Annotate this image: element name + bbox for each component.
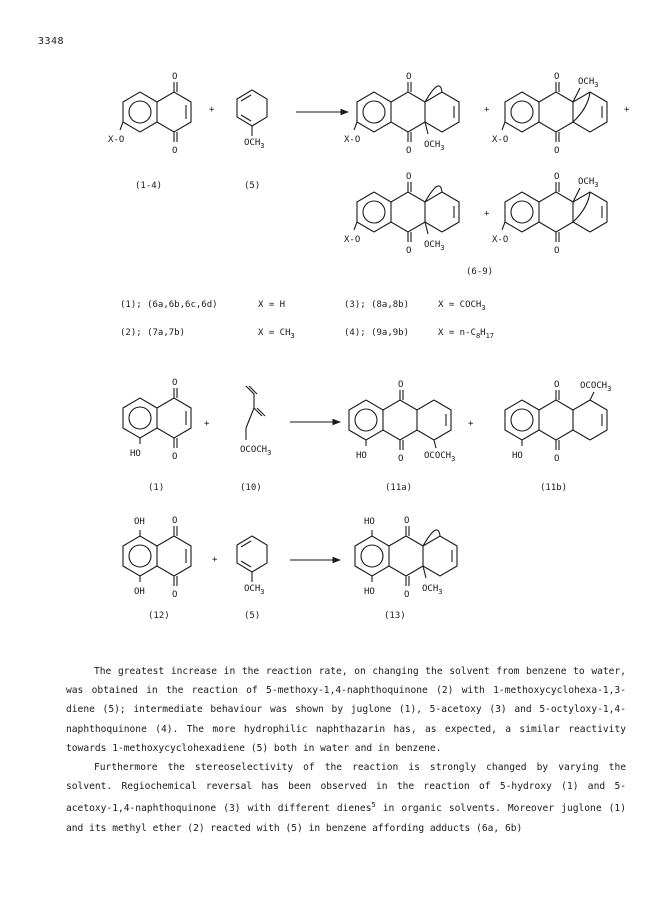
compound-number-1-4: (1-4) bbox=[135, 181, 163, 191]
svg-text:OCOCH3: $OCOCH_3$ bbox=[580, 381, 612, 393]
svg-text:O: O bbox=[554, 146, 560, 156]
compound-number-12: (12) bbox=[148, 611, 170, 621]
plus-sign-5: + bbox=[204, 419, 210, 429]
structure-adduct-11a bbox=[349, 380, 455, 464]
legend-row-2-right: (4); (9a,9b) bbox=[344, 328, 410, 338]
svg-text:OH: OH bbox=[134, 587, 145, 597]
structure-diene-5-bottom bbox=[237, 536, 267, 596]
carbonyl-o-top: O bbox=[172, 72, 178, 82]
svg-text:OCOCH3: $OCOCH_3$ bbox=[424, 451, 456, 463]
svg-text:O: O bbox=[554, 380, 560, 390]
compound-number-5-top: (5) bbox=[244, 181, 261, 191]
svg-text:O: O bbox=[398, 380, 404, 390]
legend-row-2-x-left: $X = CH_3$ bbox=[258, 328, 295, 340]
svg-text:OCH3: $OCH_3$ bbox=[578, 77, 599, 89]
compound-number-5-bottom: (5) bbox=[244, 611, 261, 621]
structure-adduct-c bbox=[344, 172, 459, 256]
compound-number-1: (1) bbox=[148, 483, 165, 493]
svg-text:X-O: X-O bbox=[344, 235, 361, 245]
svg-text:O: O bbox=[172, 590, 178, 600]
legend-row-1-left: (1); (6a,6b,6c,6d) bbox=[120, 300, 218, 310]
plus-sign-6: + bbox=[468, 419, 474, 429]
svg-text:OCH3: $OCH_3$ bbox=[424, 140, 445, 152]
xo-substituent: X-O bbox=[108, 135, 125, 145]
svg-text:X-O: X-O bbox=[492, 235, 509, 245]
svg-text:O: O bbox=[404, 516, 410, 526]
svg-text:X-O: X-O bbox=[344, 135, 361, 145]
svg-text:O: O bbox=[554, 246, 560, 256]
plus-sign-2: + bbox=[484, 105, 490, 115]
carbonyl-o-bottom: O bbox=[172, 146, 178, 156]
compound-number-6-9: (6-9) bbox=[466, 267, 494, 277]
structure-naphthoquinone-1-4 bbox=[108, 72, 191, 156]
svg-text:HO: HO bbox=[512, 451, 523, 461]
plus-sign-4: + bbox=[484, 209, 490, 219]
page-number: 3348 bbox=[38, 36, 65, 47]
svg-text:O: O bbox=[554, 72, 560, 82]
paragraph-2: Furthermore the stereoselectivity of the reaction is strongly changed by varying the solvent. Regiochemical reversal has been observed in the reaction of 5-hydroxy (1) and 5-acetoxy-1,4-naphthoquinone (3) with different dienes$^5$ in organic solvents. Moreover juglone (1) and its methyl ether (2) reacted with (5) in benzene affording adducts (6a, 6b) bbox=[66, 762, 626, 834]
svg-text:OCH3: $OCH_3$ bbox=[244, 584, 265, 596]
svg-text:OH: OH bbox=[134, 517, 145, 527]
legend-row-1-right: (3); (8a,8b) bbox=[344, 300, 410, 310]
svg-text:O: O bbox=[404, 590, 410, 600]
svg-text:HO: HO bbox=[356, 451, 367, 461]
legend-row-1-x-right: $X = COCH_3$ bbox=[438, 300, 486, 312]
structure-juglone-1 bbox=[123, 378, 191, 462]
body-text bbox=[66, 662, 626, 838]
svg-text:OCH3: $OCH_3$ bbox=[422, 584, 443, 596]
structure-diene-10 bbox=[240, 386, 271, 457]
och3-label: $OCH_3$ bbox=[244, 138, 265, 150]
svg-text:OCOCH3: $OCOCH_3$ bbox=[240, 445, 272, 457]
structure-adduct-b bbox=[492, 72, 607, 156]
svg-text:O: O bbox=[554, 454, 560, 464]
structure-diene-5 bbox=[237, 90, 267, 150]
compound-number-11a: (11a) bbox=[385, 483, 413, 493]
svg-text:OCH3: $OCH_3$ bbox=[578, 177, 599, 189]
svg-text:O: O bbox=[398, 454, 404, 464]
paragraph-1: The greatest increase in the reaction rate, on changing the solvent from benzene to water, was obtained in the reaction of 5-methoxy-1,4-naphthoquinone (2) with 1-methoxycyclohexa-1,3-diene (5); intermediate behaviour was shown by juglone (1), 5-acetoxy (3) and 5-octyloxy-1,4-naphthoquinone (4). The more hydrophilic naphthazarin has, as expected, a similar reactivity towards 1-methoxycyclohexadiene (5) both in water and in benzene. bbox=[66, 666, 626, 754]
svg-text:O: O bbox=[406, 146, 412, 156]
svg-text:HO: HO bbox=[130, 449, 141, 459]
structure-adduct-11b bbox=[505, 380, 611, 464]
svg-text:O: O bbox=[554, 172, 560, 182]
structure-adduct-13 bbox=[355, 516, 457, 600]
svg-text:X-O: X-O bbox=[492, 135, 509, 145]
svg-text:O: O bbox=[172, 378, 178, 388]
legend-row-2-x-right: $X = n-C_8H_{17}$ bbox=[438, 328, 495, 340]
svg-text:HO: HO bbox=[364, 587, 375, 597]
plus-sign-7: + bbox=[212, 555, 218, 565]
svg-text:O: O bbox=[172, 452, 178, 462]
compound-number-10: (10) bbox=[240, 483, 262, 493]
compound-number-11b: (11b) bbox=[540, 483, 568, 493]
legend-row-2-left: (2); (7a,7b) bbox=[120, 328, 186, 338]
svg-text:O: O bbox=[172, 516, 178, 526]
structure-adduct-d bbox=[492, 172, 607, 256]
compound-number-13: (13) bbox=[384, 611, 406, 621]
plus-sign-3: + bbox=[624, 105, 630, 115]
structure-adduct-a bbox=[344, 72, 459, 156]
structure-naphthazarin-12 bbox=[123, 516, 191, 600]
svg-text:HO: HO bbox=[364, 517, 375, 527]
svg-text:O: O bbox=[406, 72, 412, 82]
legend-row-1-x-left: X = H bbox=[258, 300, 286, 310]
svg-text:O: O bbox=[406, 246, 412, 256]
plus-sign-1: + bbox=[209, 105, 215, 115]
svg-text:OCH3: $OCH_3$ bbox=[424, 240, 445, 252]
svg-text:O: O bbox=[406, 172, 412, 182]
